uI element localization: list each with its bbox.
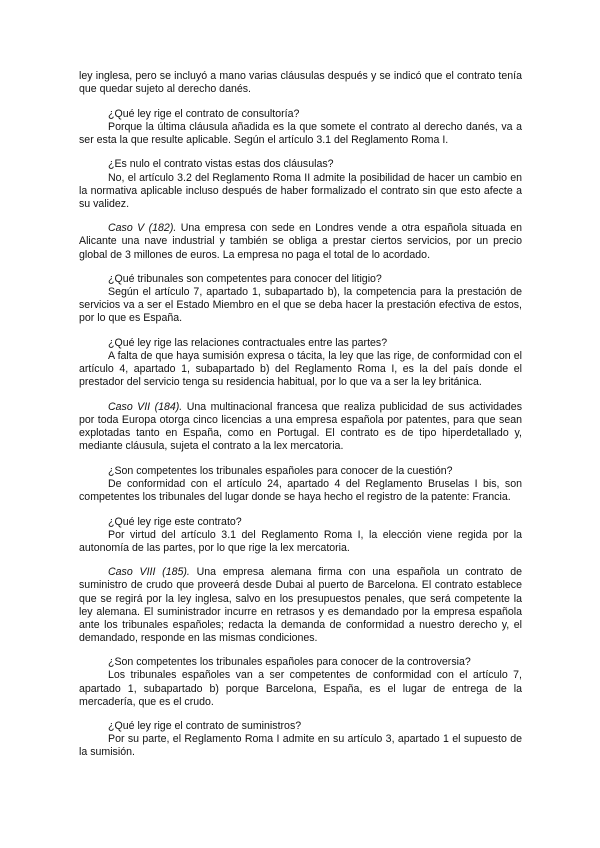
case-5-qa-2 [79, 337, 522, 389]
case-label: Caso V (182). [108, 222, 177, 235]
case-7-statement [79, 401, 522, 453]
case-8-qa-2 [79, 720, 522, 759]
case-7-qa-2 [79, 516, 522, 555]
case-paragraph [79, 566, 522, 645]
answer-text: Los tribunales españoles van a ser competentes de conformidad con el artículo 7, apartado 1, subapartado b) porque Barcelona, España, es el lugar de entrega de la mercadería, que es el crudo. [79, 669, 522, 708]
answer-text: Porque la última cláusula añadida es la que somete el contrato al derecho danés, va a ser esta la que resulte aplicable. Según el artículo 3.1 del Reglamento Roma I. [79, 120, 522, 146]
document-page [79, 70, 522, 771]
question-text: ¿Qué ley rige el contrato de consultoría? [108, 107, 300, 120]
answer-text: Según el artículo 7, apartado 1, subapartado b), la competencia para la prestación de servicios va a ser el Estado Miembro en el que se deba hacer la prestación efectiva de estos, por lo que es España. [79, 286, 522, 325]
case-label: Caso VIII (185). [108, 566, 190, 579]
question-text: ¿Qué tribunales son competentes para conocer del litigio? [108, 273, 382, 286]
case-text: Una empresa alemana firma con una española un contrato de suministro de crudo que proveerá desde Dubai al puerto de Barcelona. El contrato establece que se regirá por la ley inglesa, salvo en los presupuestos penales, que será competente la ley alemana. El suministrador incurre en retrasos y es demandado por la empresa española ante los tribunales españoles; redacta la demanda de conformidad a nuestro derecho y, el demandado, responde en las mismas condiciones. [79, 566, 522, 644]
question-text: ¿Qué ley rige las relaciones contractuales entre las partes? [108, 337, 388, 349]
case-paragraph [79, 401, 522, 453]
case-text: Una multinacional francesa que realiza publicidad de sus actividades por toda Europa otorga cinco licencias a una empresa española por patentes, para que sean explotadas tanto en España, como en Portugal. El contrato es de tipo hiperdetallado y, mediante cláusula, sujeta el contrato a la lex mercatoria. [79, 400, 522, 453]
answer-text: A falta de que haya sumisión expresa o tácita, la ley que las rige, de conformidad con el artículo 4, apartado 1, subapartado b) del Reglamento Roma I, es la del país donde el prestador del servicio tenga su residencia habitual, por lo que va a ser la ley británica. [79, 350, 522, 389]
question-text: ¿Son competentes los tribunales españoles para conocer de la cuestión? [108, 464, 453, 477]
answer-text: Por virtud del artículo 3.1 del Reglamento Roma I, la elección viene regida por la autonomía de las partes, por lo que rige la lex mercatoria. [79, 528, 522, 554]
question-text: ¿Qué ley rige el contrato de suministros? [108, 720, 302, 733]
case-label: Caso VII (184). [108, 400, 183, 413]
case-text: Una empresa con sede en Londres vende a otra española situada en Alicante una nave industrial y también se obliga a prestar ciertos servicios, por un precio global de 3 millones de euros. La empresa no paga el total de lo acordado. [79, 222, 523, 261]
answer-text: De conformidad con el artículo 24, apartado 4 del Reglamento Bruselas I bis, son competentes los tribunales del lugar donde se haya hecho el registro de la patente: Francia. [79, 477, 522, 503]
qa-consultoria [79, 108, 522, 147]
qa-nulidad [79, 158, 522, 210]
case-8-statement [79, 566, 522, 645]
case-paragraph [79, 222, 522, 261]
case-7-qa-1 [79, 465, 522, 504]
answer-text: No, el artículo 3.2 del Reglamento Roma II admite la posibilidad de hacer un cambio en la normativa aplicable incluso después de haber formalizado el contrato sin que esto afecte a su validez. [79, 171, 522, 210]
question-text: ¿Son competentes los tribunales españoles para conocer de la controversia? [108, 656, 471, 669]
opening-text: ley inglesa, pero se incluyó a mano varias cláusulas después y se indicó que el contrato tenía que quedar sujeto al derecho danés. [79, 70, 522, 96]
question-text: ¿Qué ley rige este contrato? [108, 515, 242, 528]
case-5-statement [79, 222, 522, 261]
question-text: ¿Es nulo el contrato vistas estas dos cláusulas? [108, 158, 334, 171]
answer-text: Por su parte, el Reglamento Roma I admite en su artículo 3, apartado 1 el supuesto de la sumisión. [79, 733, 522, 759]
opening-paragraph [79, 70, 522, 96]
case-8-qa-1 [79, 656, 522, 708]
case-5-qa-1 [79, 273, 522, 325]
